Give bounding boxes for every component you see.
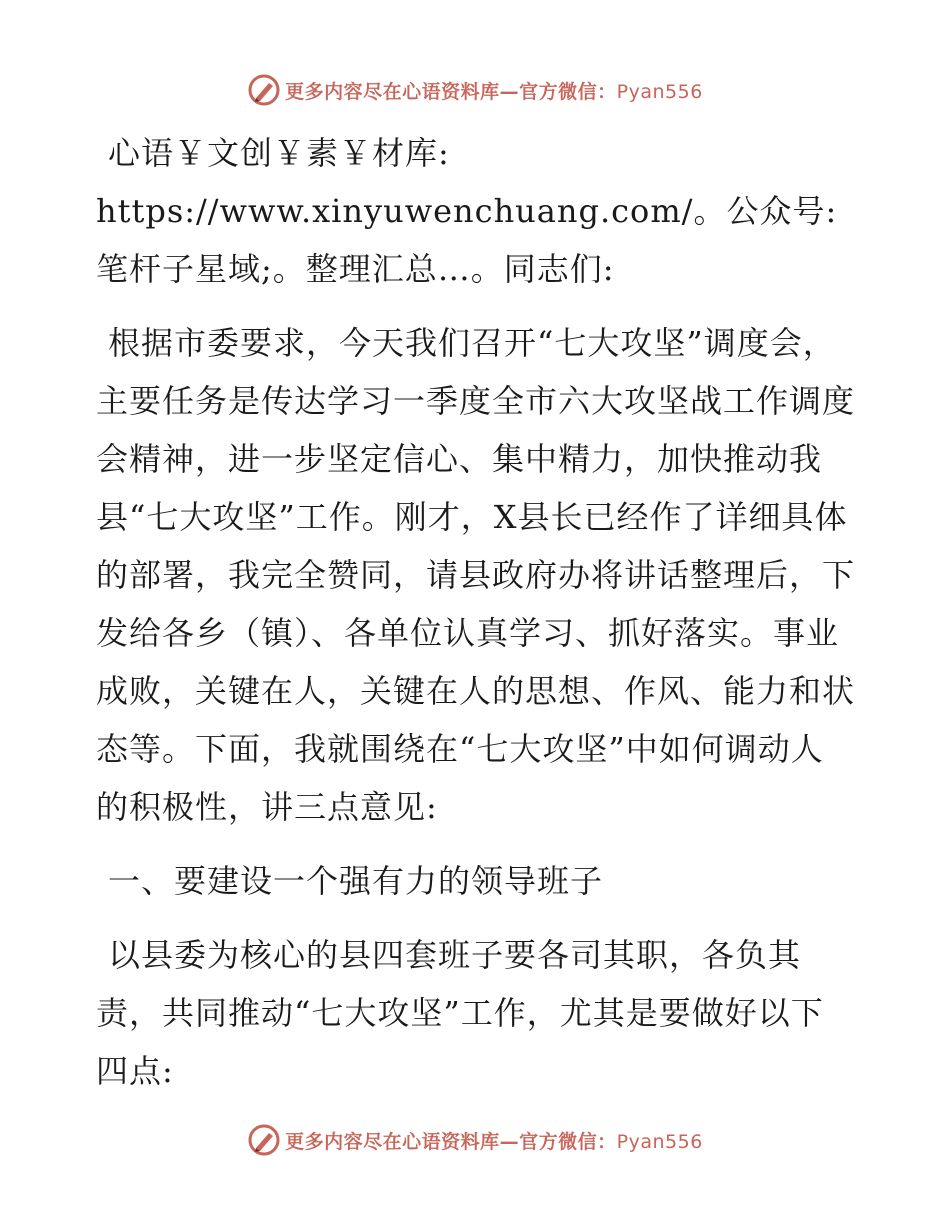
banner-label: 更多内容尽在心语资料库—官方微信： — [285, 1130, 617, 1153]
banner-text — [285, 1127, 703, 1154]
paragraph-intro: 心语￥文创￥素￥材库: https://www.xinyuwenchuang.com/。公众号: 笔杆子星域;。整理汇总…。同志们: — [96, 134, 838, 288]
paragraph-main: 根据市委要求，今天我们召开“七大攻坚”调度会，主要任务是传达学习一季度全市六大攻坚战工作调度会精神，进一步坚定信心、集中精力，加快推动我县“七大攻坚”工作。刚才，X县长已经作了详细具体的部署，我完全赞同，请县政府办将讲话整理后，下发给各乡（镇）、各单位认真学习、抓好落实。事业成败，关键在人，关键在人的思想、作风、能力和状态等。下面，我就围绕在“七大攻坚”中如何调动人的积极性，讲三点意见: — [96, 324, 856, 826]
banner-wechat-id: Pyan556 — [616, 80, 703, 103]
pen-logo-icon — [247, 1123, 281, 1157]
banner-text — [285, 77, 703, 104]
section-heading: 一、要建设一个强有力的领导班子 — [108, 862, 604, 900]
paragraph-section-one: 以县委为核心的县四套班子要各司其职，各负其责，共同推动“七大攻坚”工作，尤其是要做好以下四点: — [96, 936, 824, 1090]
pen-logo-icon — [247, 73, 281, 107]
banner-label: 更多内容尽在心语资料库—官方微信： — [285, 80, 617, 103]
banner-wechat-id: Pyan556 — [616, 1130, 703, 1153]
header-banner — [0, 70, 950, 110]
footer-banner — [0, 1120, 950, 1160]
document-body — [96, 124, 856, 1116]
